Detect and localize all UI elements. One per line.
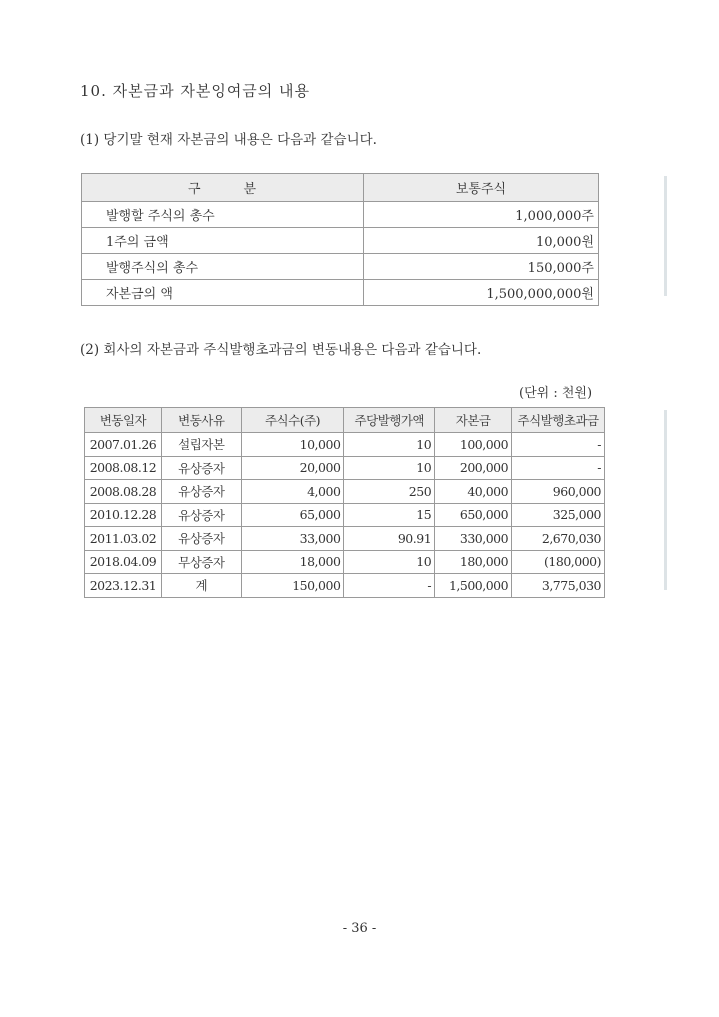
cell-price: 250 bbox=[344, 480, 435, 504]
cell-shares: 18,000 bbox=[241, 550, 344, 574]
cell-shares: 150,000 bbox=[241, 574, 344, 598]
header-premium: 주식발행초과금 bbox=[512, 408, 605, 433]
section-title: 10. 자본금과 자본잉여금의 내용 bbox=[80, 82, 311, 100]
unit-label: (단위 : 천원) bbox=[519, 386, 593, 401]
cell-premium: 325,000 bbox=[512, 503, 605, 527]
cell-reason: 유상증자 bbox=[161, 480, 241, 504]
table-row bbox=[85, 433, 605, 457]
table-row bbox=[82, 280, 599, 306]
table-row bbox=[85, 527, 605, 551]
cell-reason: 설립자본 bbox=[161, 433, 241, 457]
cell-date: 2010.12.28 bbox=[85, 503, 162, 527]
cell-capital: 180,000 bbox=[435, 550, 512, 574]
row-value: 1,000,000주 bbox=[364, 202, 599, 228]
table-row bbox=[85, 456, 605, 480]
header-capital: 자본금 bbox=[435, 408, 512, 433]
capital-change-table bbox=[84, 407, 605, 598]
row-label: 1주의 금액 bbox=[82, 228, 364, 254]
scan-edge-mark bbox=[664, 176, 667, 296]
cell-date: 2018.04.09 bbox=[85, 550, 162, 574]
cell-date: 2007.01.26 bbox=[85, 433, 162, 457]
table-row bbox=[82, 254, 599, 280]
cell-premium: 3,775,030 bbox=[512, 574, 605, 598]
header-change-date: 변동일자 bbox=[85, 408, 162, 433]
cell-premium: 2,670,030 bbox=[512, 527, 605, 551]
cell-price: 90.91 bbox=[344, 527, 435, 551]
capital-stock-table bbox=[81, 173, 599, 306]
row-value: 10,000원 bbox=[364, 228, 599, 254]
table-row bbox=[82, 228, 599, 254]
table-row bbox=[82, 202, 599, 228]
cell-premium: (180,000) bbox=[512, 550, 605, 574]
cell-reason: 계 bbox=[161, 574, 241, 598]
header-category: 구 분 bbox=[82, 174, 364, 202]
row-label: 발행주식의 총수 bbox=[82, 254, 364, 280]
header-change-reason: 변동사유 bbox=[161, 408, 241, 433]
capital-heading: (1) 당기말 현재 자본금의 내용은 다음과 같습니다. bbox=[80, 132, 377, 148]
cell-shares: 4,000 bbox=[241, 480, 344, 504]
cell-shares: 65,000 bbox=[241, 503, 344, 527]
cell-reason: 유상증자 bbox=[161, 527, 241, 551]
cell-premium: - bbox=[512, 433, 605, 457]
capital-change-heading: (2) 회사의 자본금과 주식발행초과금의 변동내용은 다음과 같습니다. bbox=[80, 342, 482, 358]
cell-capital: 200,000 bbox=[435, 456, 512, 480]
cell-reason: 유상증자 bbox=[161, 503, 241, 527]
cell-capital: 1,500,000 bbox=[435, 574, 512, 598]
cell-price: - bbox=[344, 574, 435, 598]
table-row-total bbox=[85, 574, 605, 598]
cell-price: 10 bbox=[344, 550, 435, 574]
cell-date: 2008.08.28 bbox=[85, 480, 162, 504]
cell-date: 2011.03.02 bbox=[85, 527, 162, 551]
table-row bbox=[85, 550, 605, 574]
cell-shares: 10,000 bbox=[241, 433, 344, 457]
table-row bbox=[85, 480, 605, 504]
cell-capital: 40,000 bbox=[435, 480, 512, 504]
cell-price: 10 bbox=[344, 456, 435, 480]
cell-premium: 960,000 bbox=[512, 480, 605, 504]
row-label: 발행할 주식의 총수 bbox=[82, 202, 364, 228]
table-row bbox=[85, 503, 605, 527]
cell-shares: 33,000 bbox=[241, 527, 344, 551]
header-issue-price: 주당발행가액 bbox=[344, 408, 435, 433]
page-number: - 36 - bbox=[342, 921, 377, 936]
row-label: 자본금의 액 bbox=[82, 280, 364, 306]
row-value: 150,000주 bbox=[364, 254, 599, 280]
row-value: 1,500,000,000원 bbox=[364, 280, 599, 306]
header-shares: 주식수(주) bbox=[241, 408, 344, 433]
cell-shares: 20,000 bbox=[241, 456, 344, 480]
cell-reason: 유상증자 bbox=[161, 456, 241, 480]
cell-price: 15 bbox=[344, 503, 435, 527]
cell-price: 10 bbox=[344, 433, 435, 457]
cell-capital: 100,000 bbox=[435, 433, 512, 457]
cell-premium: - bbox=[512, 456, 605, 480]
cell-reason: 무상증자 bbox=[161, 550, 241, 574]
cell-date: 2023.12.31 bbox=[85, 574, 162, 598]
cell-date: 2008.08.12 bbox=[85, 456, 162, 480]
cell-capital: 330,000 bbox=[435, 527, 512, 551]
header-common-stock: 보통주식 bbox=[364, 174, 599, 202]
cell-capital: 650,000 bbox=[435, 503, 512, 527]
table-header-row bbox=[82, 174, 599, 202]
table-header-row bbox=[85, 408, 605, 433]
scan-edge-mark bbox=[664, 410, 667, 590]
